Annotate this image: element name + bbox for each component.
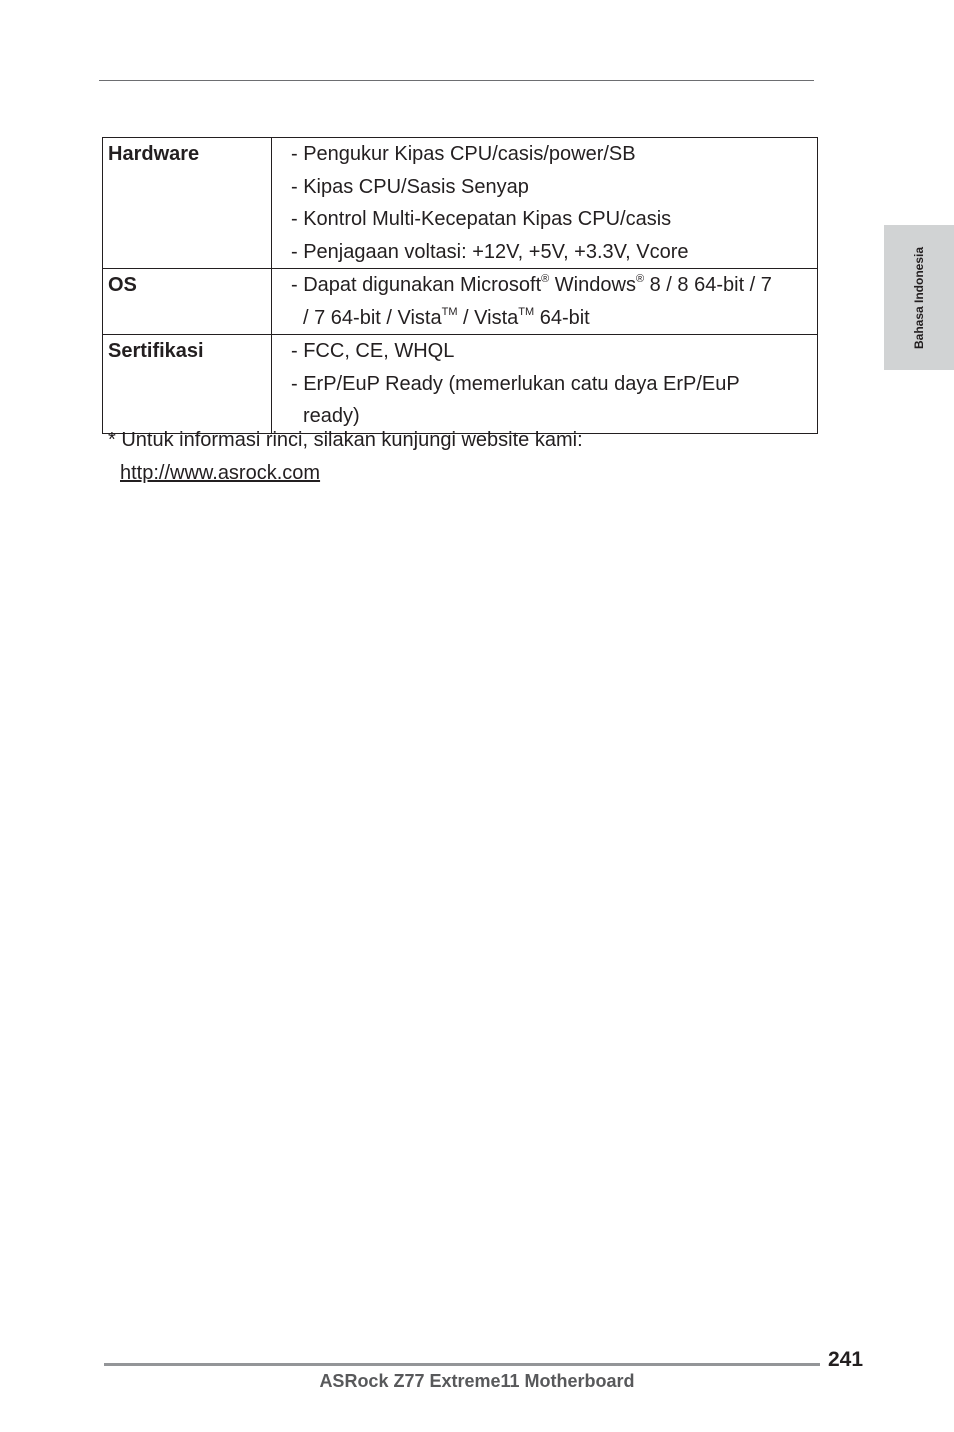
registered-mark: ® [541,273,550,285]
row-values [272,269,818,335]
footnote-text: * Untuk informasi rinci, silakan kunjungi website kami: [108,429,583,451]
line-text: Windows [549,274,636,296]
line-text: 64-bit [534,306,590,329]
row-label: Hardware [103,138,272,269]
line-text: 8 / 8 64-bit / 7 [644,274,772,296]
spec-line: - ErP/EuP Ready (memerlukan catu daya ErP/EuP [291,372,740,395]
trademark-mark: TM [518,305,535,318]
spec-line [291,269,817,302]
page-number: 241 [828,1348,864,1371]
row-values [272,138,818,269]
row-label: Sertifikasi [103,335,272,434]
language-tab [884,225,954,370]
spec-line: - Pengukur Kipas CPU/casis/power/SB [291,143,636,165]
line-text: / 7 64-bit / Vista [303,306,442,329]
line-text: - Dapat digunakan Microsoft [291,274,542,296]
registered-mark: ® [635,273,645,285]
table-row-sertifikasi [103,335,818,434]
spec-line: - FCC, CE, WHQL [291,340,455,362]
row-values [272,335,818,434]
language-tab-label: Bahasa Indonesia [912,246,926,349]
row-label: OS [103,269,272,335]
header-rule [99,80,814,81]
spec-line: - Kontrol Multi-Kecepatan Kipas CPU/casis [291,208,672,230]
footer-rule [104,1363,820,1366]
footnote [108,424,583,490]
spec-table [102,137,818,434]
spec-line: ready) [303,405,360,427]
trademark-mark: TM [441,305,458,318]
spec-line: - Penjagaan voltasi: +12V, +5V, +3.3V, Vcore [291,240,689,263]
table-row-hardware [103,138,818,269]
spec-line: - Kipas CPU/Sasis Senyap [291,175,529,198]
table-row-os [103,269,818,335]
line-text: / Vista [457,306,519,329]
website-link[interactable]: http://www.asrock.com [120,462,321,484]
spec-line [291,302,817,335]
footer-title: ASRock Z77 Extreme11 Motherboard [319,1371,635,1391]
